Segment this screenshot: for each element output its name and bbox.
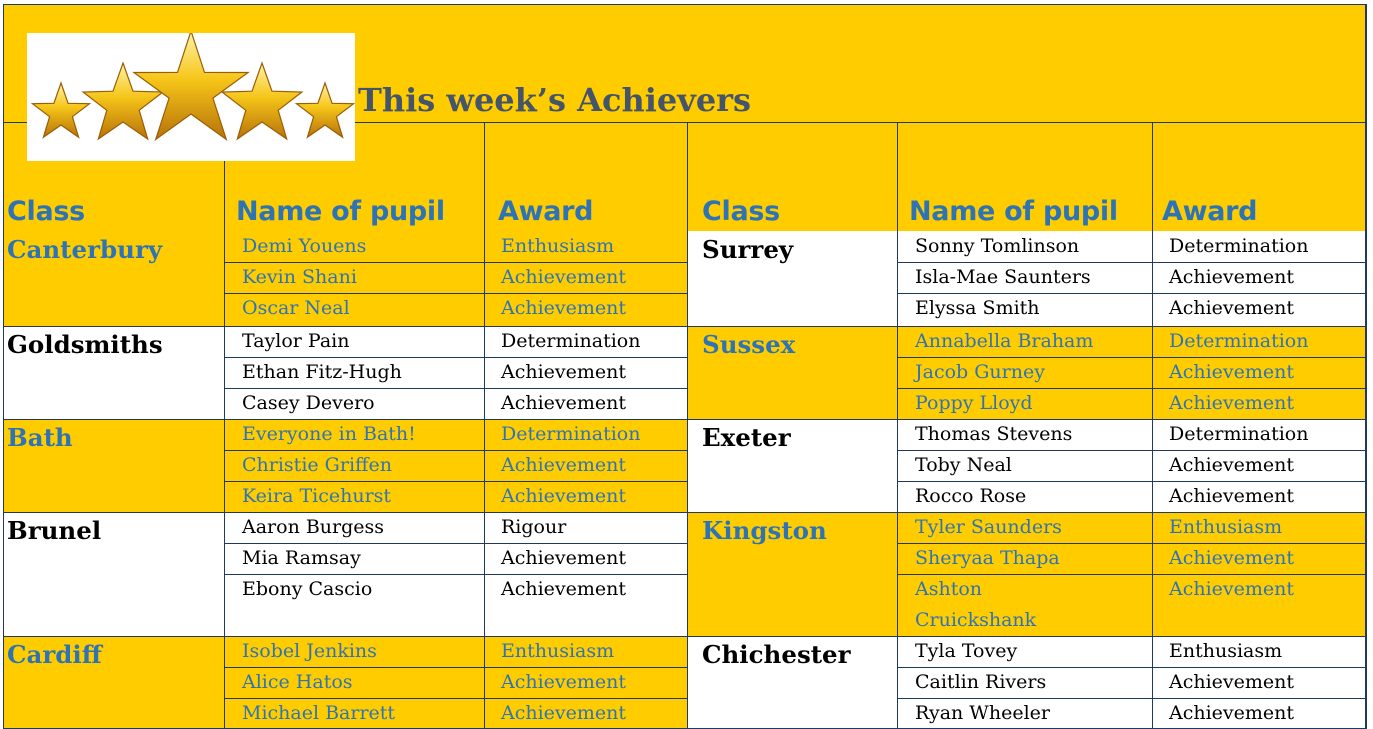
award-value: Determination [501, 423, 641, 445]
row-rule [897, 667, 1366, 668]
class-name: Surrey [702, 235, 794, 264]
award-value: Achievement [1169, 485, 1295, 507]
award-value: Enthusiasm [1169, 516, 1283, 538]
row-rule [897, 262, 1366, 263]
award-value: Enthusiasm [501, 640, 615, 662]
row-rule [224, 293, 687, 294]
class-header: Class [702, 196, 780, 227]
award-value: Achievement [501, 361, 627, 383]
block-rule [4, 419, 687, 420]
row-rule [224, 543, 687, 544]
row-rule [897, 293, 1366, 294]
pupil-name: Alice Hatos [242, 671, 353, 693]
pupil-name: Oscar Neal [242, 297, 350, 319]
star-shape [134, 33, 248, 140]
pupil-name: Ryan Wheeler [915, 702, 1050, 724]
pupil-name: Michael Barrett [242, 702, 396, 724]
column-rule [484, 122, 485, 729]
class-name: Kingston [702, 516, 827, 545]
row-rule [897, 357, 1366, 358]
pupil-name: Cruickshank [915, 609, 1037, 631]
award-value: Determination [501, 330, 641, 352]
class-header: Class [7, 196, 85, 227]
award-value: Achievement [1169, 702, 1295, 724]
row-rule [897, 450, 1366, 451]
row-rule [224, 698, 687, 699]
class-name: Chichester [702, 640, 851, 669]
award-header: Award [1162, 196, 1258, 227]
award-value: Achievement [1169, 297, 1295, 319]
row-rule [224, 450, 687, 451]
name-header: Name of pupil [909, 196, 1118, 227]
block-rule [687, 636, 1366, 637]
class-name: Sussex [702, 330, 796, 359]
class-name: Canterbury [7, 235, 163, 264]
pupil-name: Sonny Tomlinson [915, 235, 1080, 257]
pupil-name: Poppy Lloyd [915, 392, 1033, 414]
pupil-name: Mia Ramsay [242, 547, 361, 569]
pupil-name: Taylor Pain [242, 330, 350, 352]
award-value: Achievement [1169, 266, 1295, 288]
block-rule [4, 636, 687, 637]
row-rule [224, 388, 687, 389]
name-header: Name of pupil [236, 196, 445, 227]
pupil-name: Elyssa Smith [915, 297, 1040, 319]
pupil-name: Jacob Gurney [915, 361, 1045, 383]
award-value: Determination [1169, 330, 1309, 352]
achievers-page [3, 4, 1367, 729]
pupil-name: Keira Ticehurst [242, 485, 392, 507]
pupil-name: Toby Neal [915, 454, 1012, 476]
pupil-name: Aaron Burgess [242, 516, 385, 538]
award-value: Achievement [501, 297, 627, 319]
award-value: Achievement [1169, 361, 1295, 383]
block-rule [687, 326, 1366, 327]
row-rule [897, 574, 1366, 575]
row-rule [897, 481, 1366, 482]
five-stars-icon [27, 33, 355, 161]
award-value: Achievement [1169, 578, 1295, 600]
pupil-name: Christie Griffen [242, 454, 392, 476]
pupil-name: Kevin Shani [242, 266, 357, 288]
award-value: Enthusiasm [501, 235, 615, 257]
column-rule [224, 161, 225, 729]
award-value: Achievement [501, 485, 627, 507]
row-rule [224, 481, 687, 482]
stars-logo [27, 33, 355, 161]
pupil-name: Demi Youens [242, 235, 367, 257]
column-rule [897, 122, 898, 729]
pupil-name: Isobel Jenkins [242, 640, 377, 662]
award-value: Achievement [501, 671, 627, 693]
pupil-name: Casey Devero [242, 392, 375, 414]
award-value: Achievement [501, 392, 627, 414]
class-name: Bath [7, 423, 73, 452]
block-rule [687, 512, 1366, 513]
column-rule [1152, 122, 1153, 729]
pupil-name: Annabella Braham [915, 330, 1094, 352]
award-value: Rigour [501, 516, 567, 538]
row-rule [224, 357, 687, 358]
award-value: Achievement [1169, 671, 1295, 693]
award-value: Achievement [501, 578, 627, 600]
block-rule [4, 326, 687, 327]
award-value: Achievement [501, 702, 627, 724]
row-rule [224, 574, 687, 575]
column-rule [687, 122, 688, 729]
block-rule [687, 419, 1366, 420]
pupil-name: Thomas Stevens [915, 423, 1073, 445]
award-value: Determination [1169, 423, 1309, 445]
award-value: Achievement [501, 454, 627, 476]
award-value: Achievement [1169, 392, 1295, 414]
class-name: Cardiff [7, 640, 102, 669]
award-value: Achievement [501, 547, 627, 569]
class-name: Brunel [7, 516, 102, 545]
pupil-name: Ebony Cascio [242, 578, 373, 600]
award-value: Achievement [1169, 454, 1295, 476]
class-name: Exeter [702, 423, 791, 452]
star-shape [33, 83, 90, 137]
row-rule [897, 698, 1366, 699]
page-title: This week’s Achievers [358, 81, 752, 119]
award-value: Achievement [1169, 547, 1295, 569]
pupil-name: Rocco Rose [915, 485, 1027, 507]
class-name: Goldsmiths [7, 330, 163, 359]
row-rule [897, 543, 1366, 544]
row-rule [897, 388, 1366, 389]
award-value: Achievement [501, 266, 627, 288]
block-rule [4, 512, 687, 513]
pupil-name: Everyone in Bath! [242, 423, 416, 445]
pupil-name: Ethan Fitz-Hugh [242, 361, 402, 383]
award-value: Enthusiasm [1169, 640, 1283, 662]
star-shape [297, 83, 354, 137]
pupil-name: Isla-Mae Saunters [915, 266, 1091, 288]
award-value: Determination [1169, 235, 1309, 257]
pupil-name: Tyler Saunders [915, 516, 1062, 538]
pupil-name: Ashton [915, 578, 983, 600]
row-rule [224, 667, 687, 668]
pupil-name: Tyla Tovey [915, 640, 1018, 662]
pupil-name: Caitlin Rivers [915, 671, 1047, 693]
row-rule [224, 262, 687, 263]
pupil-name: Sheryaa Thapa [915, 547, 1060, 569]
award-header: Award [498, 196, 594, 227]
